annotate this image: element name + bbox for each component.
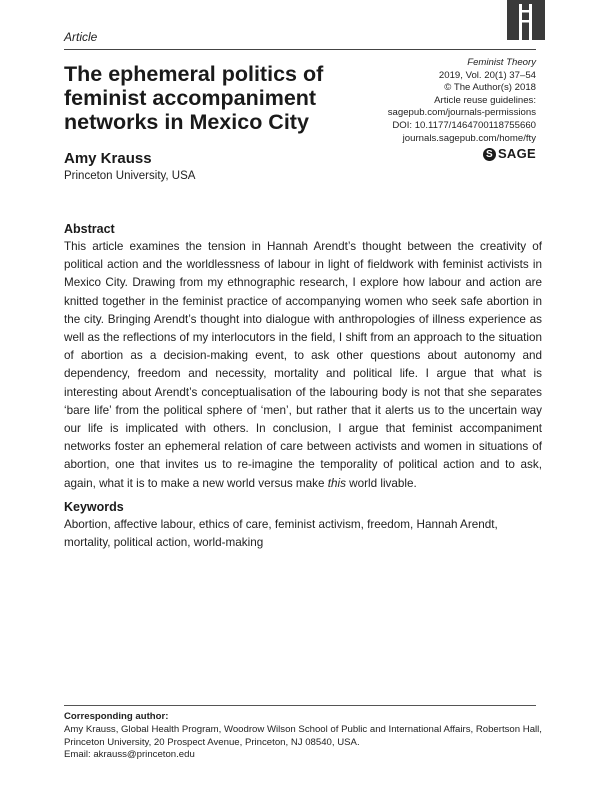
journal-url[interactable]: journals.sagepub.com/home/fty: [402, 132, 536, 144]
keywords-list: Abortion, affective labour, ethics of care, feminist activism, freedom, Hannah Arendt, mortality, political action, world-making: [64, 518, 498, 550]
footer-rule: [64, 705, 536, 706]
article-type-label: Article: [64, 30, 98, 44]
copyright-notice: © The Author(s) 2018: [444, 82, 536, 94]
doi[interactable]: DOI: 10.1177/1464700118755660: [392, 119, 536, 131]
corresponding-author: [64, 711, 544, 762]
abstract-emphasis: this: [327, 476, 346, 490]
abstract-heading: Abstract: [64, 222, 115, 236]
corresponding-author-email[interactable]: Email: akrauss@princeton.edu: [64, 749, 195, 761]
keywords-heading: Keywords: [64, 500, 124, 514]
reuse-guidelines: Article reuse guidelines:: [434, 94, 536, 106]
publication-meta: [316, 57, 536, 162]
volume-info: 2019, Vol. 20(1) 37–54: [438, 69, 536, 81]
abstract-body: [64, 238, 542, 493]
journal-f-logo-icon: [507, 0, 545, 40]
sage-logo-icon: [483, 148, 536, 161]
author-affiliation: Princeton University, USA: [64, 170, 196, 182]
corresponding-author-label: Corresponding author:: [64, 711, 169, 722]
abstract-text-part1: This article examines the tension in Hannah Arendt’s thought between the creativity of political action and the worldlessness of labour in light of fieldwork with feminist activists in Mexico City. Drawing from my ethnographic research, I explore how labour and action are knitted together in the feminist practice of accompanying women who seek safe abortion in the city. Bringing Arendt’s thought into dialogue with anthropologies of illness experience as well as the reflections of my interlocutors in the field, I shift from an approach to the situation of abortion as a decision-making event, to ask other questions about autonomy and dependency, freedom and necessity, mortality and political life. I argue that what is interesting about Arendt’s conceptualisation of the labouring body is not that she separates ‘bare life’ from the political sphere of ‘men’, but rather that it alerts us to the uncertain way our life is implicated with others. In conclusion, I argue that feminist accompaniment networks foster an ephemeral relation of care between activists and women in situations of abortion, one that invites us to re-imagine the temporality of political action and to ask, again, what it is to make a new world versus make: [64, 240, 542, 490]
header-rule: [64, 49, 536, 50]
permissions-link[interactable]: sagepub.com/journals-permissions: [387, 107, 536, 119]
author-name: Amy Krauss: [64, 150, 152, 167]
article-title: The ephemeral politics of feminist accompaniment networks in Mexico City: [64, 62, 324, 134]
corresponding-author-address: Amy Krauss, Global Health Program, Woodrow Wilson School of Public and International Affairs, Robertson Hall, Princeton University, 20 Prospect Avenue, Princeton, NJ 08540, USA.: [64, 723, 542, 748]
publisher-name: SAGE: [497, 146, 536, 162]
sage-circle-mark: S: [483, 148, 496, 161]
abstract-text-part2: world livable.: [345, 476, 417, 490]
journal-name: Feminist Theory: [467, 57, 536, 68]
